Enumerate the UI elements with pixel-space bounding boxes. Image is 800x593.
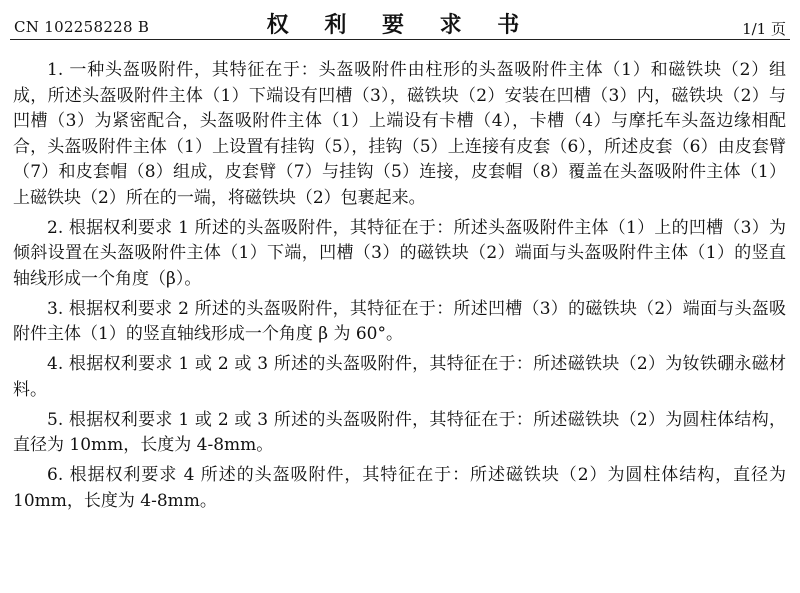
claim-1: 1. 一种头盔吸附件，其特征在于：头盔吸附件由柱形的头盔吸附件主体（1）和磁铁块（2）组成，所述头盔吸附件主体（1）下端设有凹槽（3），磁铁块（2）安装在凹槽（3）内，磁铁块（2）与凹槽（3）为紧密配合，头盔吸附件主体（1）上端设有卡槽（4），卡槽（4）与摩托车头盔边缘相配合，头盔吸附件主体（1）上设置有挂钩（5），挂钩（5）上连接有皮套（6），所述皮套（6）由皮套臂（7）和皮套帽（8）组成，皮套臂（7）与挂钩（5）连接，皮套帽（8）覆盖在头盔吸附件主体（1）上磁铁块（2）所在的一端，将磁铁块（2）包裹起来。	[13, 60, 786, 208]
document-title: 权 利 要 求 书	[266, 12, 534, 38]
page-number: 1/1 页	[742, 20, 786, 38]
claims-body	[13, 58, 786, 519]
claim-2: 2. 根据权利要求 1 所述的头盔吸附件，其特征在于：所述头盔吸附件主体（1）上的凹槽（3）为倾斜设置在头盔吸附件主体（1）下端，凹槽（3）的磁铁块（2）端面与头盔吸附件主体（1）的竖直轴线形成一个角度（β）。	[13, 217, 786, 289]
claim-4: 4. 根据权利要求 1 或 2 或 3 所述的头盔吸附件，其特征在于：所述磁铁块（2）为钕铁硼永磁材料。	[13, 354, 786, 400]
publication-number: CN 102258228 B	[14, 18, 150, 36]
claim-5: 5. 根据权利要求 1 或 2 或 3 所述的头盔吸附件，其特征在于：所述磁铁块（2）为圆柱体结构，直径为 10mm，长度为 4-8mm。	[13, 409, 786, 455]
claim-6: 6. 根据权利要求 4 所述的头盔吸附件，其特征在于：所述磁铁块（2）为圆柱体结构，直径为 10mm，长度为 4-8mm。	[13, 465, 786, 511]
page-header	[14, 8, 786, 40]
claim-3: 3. 根据权利要求 2 所述的头盔吸附件，其特征在于：所述凹槽（3）的磁铁块（2）端面与头盔吸附件主体（1）的竖直轴线形成一个角度 β 为 60°。	[13, 298, 786, 344]
header-divider	[10, 39, 790, 40]
